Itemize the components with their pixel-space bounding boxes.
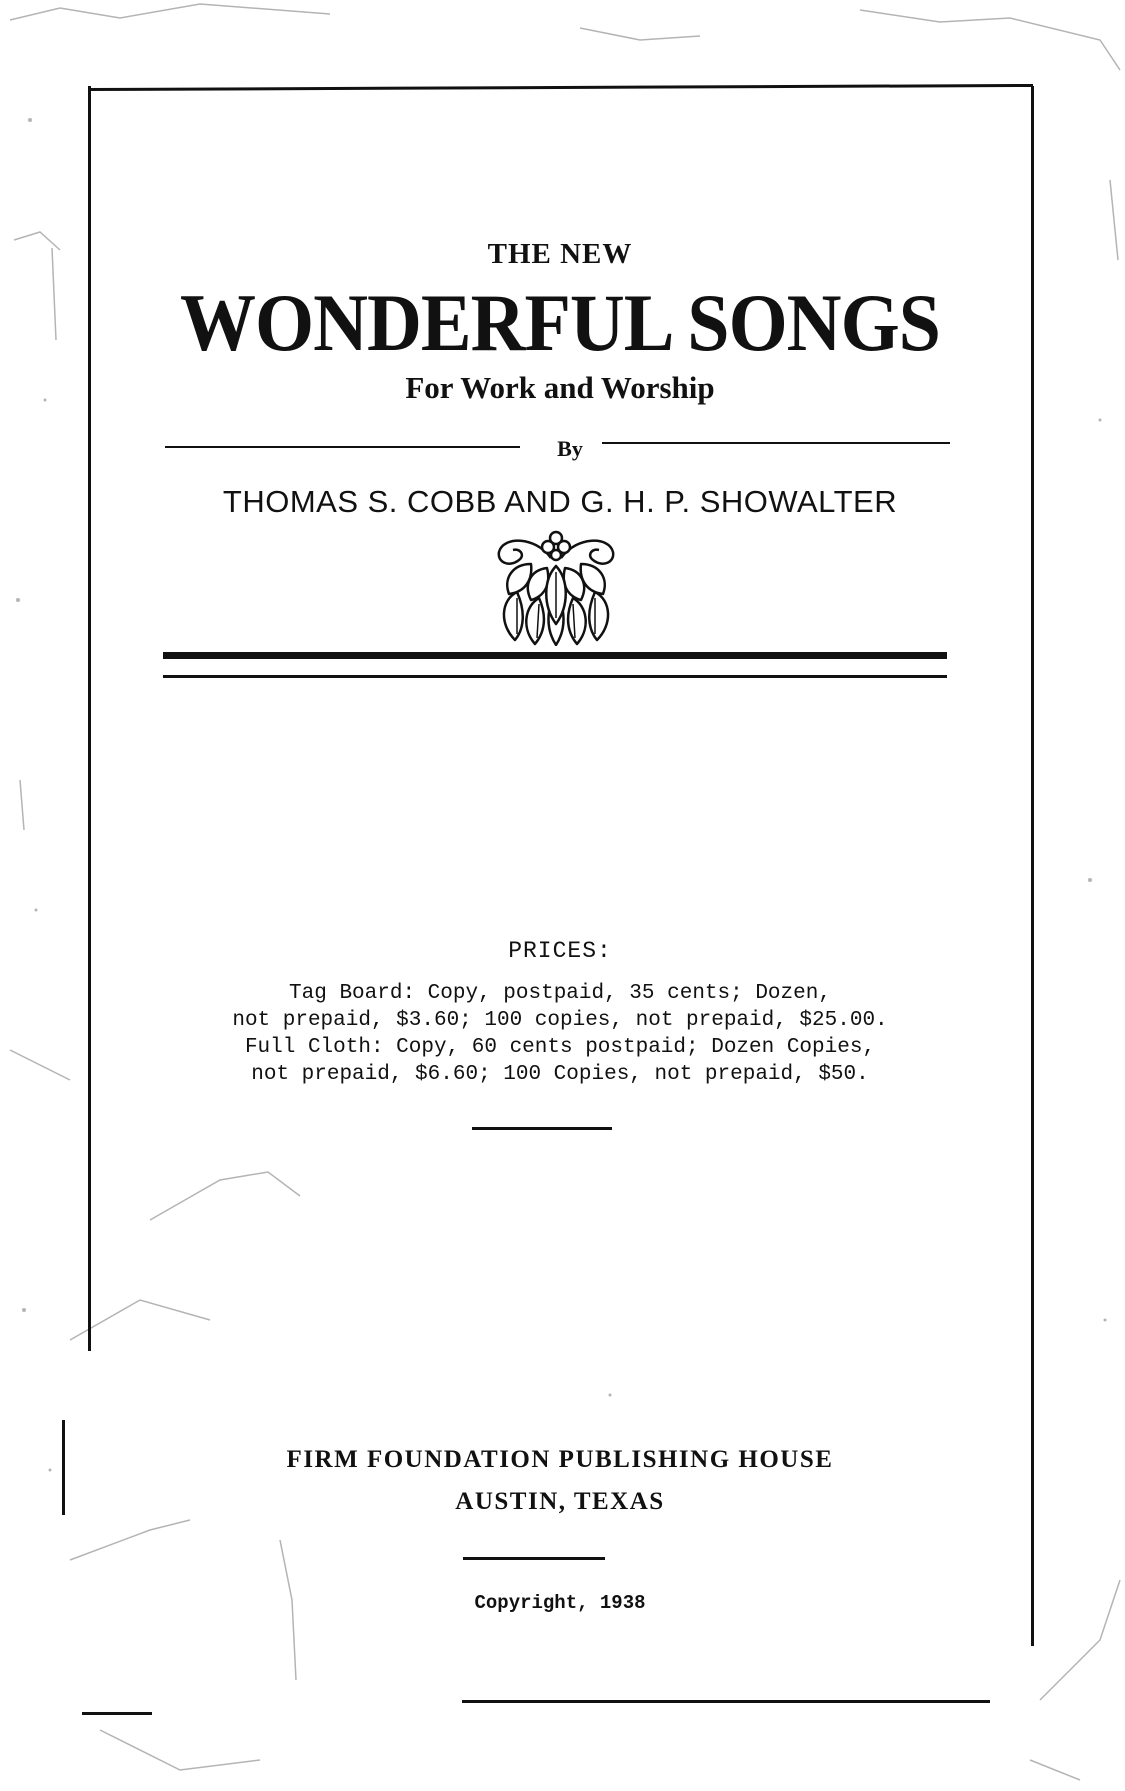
separator-rule-lower (463, 1557, 605, 1560)
border-left (88, 86, 91, 1351)
byline-row (165, 432, 950, 462)
copyright-notice: Copyright, 1938 (474, 1592, 646, 1614)
title-prefix: THE NEW (487, 238, 633, 270)
light-rule (163, 675, 947, 678)
separator-rule (472, 1127, 612, 1130)
border-left-lower (62, 1420, 65, 1515)
border-right (1031, 86, 1034, 1646)
book-title: WONDERFUL SONGS (180, 277, 940, 369)
publisher-city: AUSTIN, TEXAS (455, 1488, 665, 1515)
byline-label: By (557, 436, 583, 461)
byline-rule-left (165, 446, 520, 448)
byline-rule-right (602, 442, 950, 444)
authors: THOMAS S. COBB AND G. H. P. SHOWALTER (222, 484, 898, 519)
price-line-tag-board-bulk: not prepaid, $3.60; 100 copies, not prepaid, $25.00. (232, 1009, 888, 1032)
price-line-full-cloth: Full Cloth: Copy, 60 cents postpaid; Dozen Copies, (244, 1036, 876, 1059)
publisher-name: FIRM FOUNDATION PUBLISHING HOUSE (286, 1446, 834, 1473)
price-line-full-cloth-bulk: not prepaid, $6.60; 100 Copies, not prepaid, $50. (251, 1063, 869, 1086)
leaf-cluster-ornament-icon (495, 528, 617, 646)
heavy-rule (163, 652, 947, 659)
border-bottom (462, 1700, 990, 1703)
border-bottom-left-fragment (82, 1712, 152, 1715)
price-line-tag-board: Tag Board: Copy, postpaid, 35 cents; Dozen, (289, 982, 831, 1005)
prices-heading: PRICES: (508, 938, 612, 964)
book-tagline: For Work and Worship (405, 370, 715, 405)
prices-text (200, 980, 920, 1088)
